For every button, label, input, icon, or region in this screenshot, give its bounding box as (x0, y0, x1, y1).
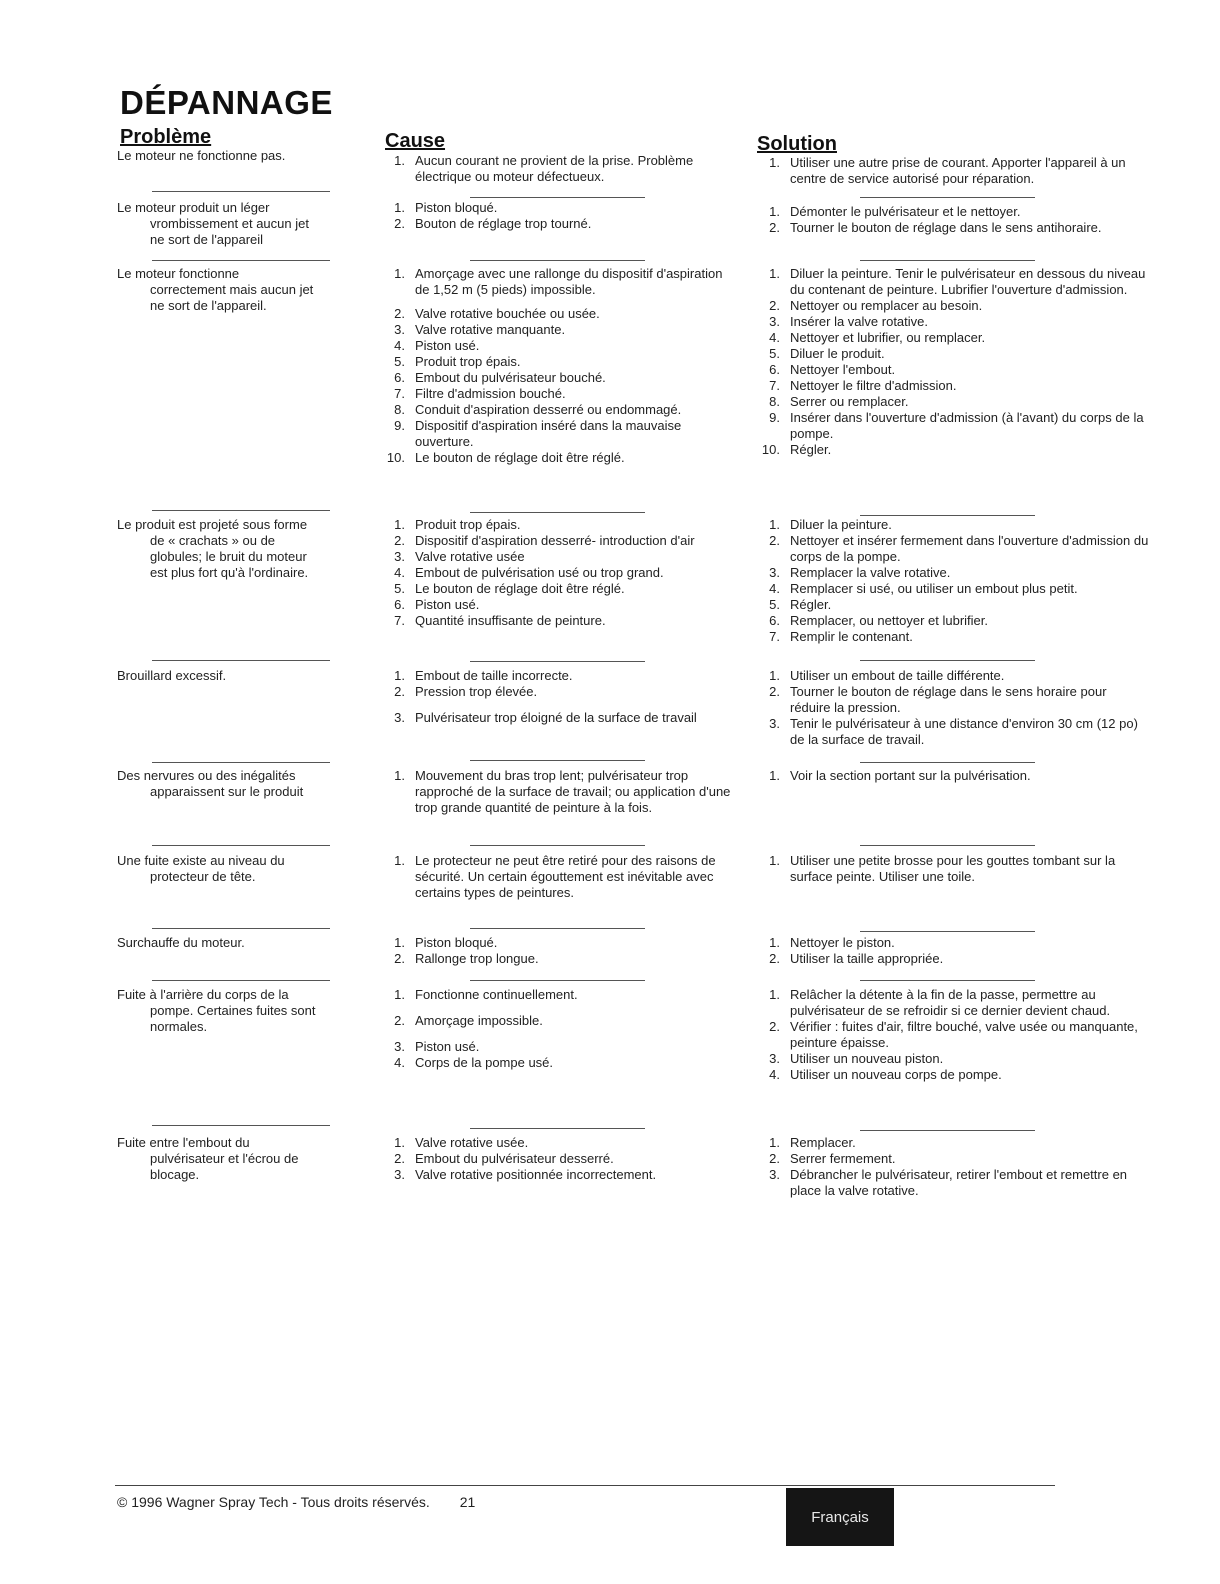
solution-list-item (760, 266, 1150, 298)
item-number: 7. (394, 613, 405, 628)
item-text: Fonctionne continuellement. (415, 987, 578, 1002)
solution-list (760, 987, 1150, 1083)
cause-list (385, 200, 735, 232)
solution-list-item (760, 581, 1150, 597)
item-text: Filtre d'admission bouché. (415, 386, 566, 401)
row-separator (860, 260, 1035, 261)
item-text: Embout de pulvérisation usé ou trop grand. (415, 565, 664, 580)
row-separator (152, 1125, 330, 1126)
row-separator (470, 197, 645, 198)
cause-list-item (385, 935, 735, 951)
row-separator (470, 1128, 645, 1129)
cause-list-item (385, 533, 735, 549)
cause-list-item (385, 581, 735, 597)
item-text: Insérer dans l'ouverture d'admission (à l'avant) du corps de la pompe. (790, 410, 1144, 441)
item-number: 3. (394, 1167, 405, 1182)
solution-list-item (760, 1019, 1150, 1051)
item-text: Conduit d'aspiration desserré ou endommagé. (415, 402, 682, 417)
footer-rule (115, 1485, 1055, 1486)
cause-list-item (385, 418, 735, 450)
item-number: 5. (394, 581, 405, 596)
footer (117, 1494, 475, 1510)
item-text: Embout du pulvérisateur bouché. (415, 370, 606, 385)
item-number: 5. (769, 597, 780, 612)
item-number: 7. (769, 629, 780, 644)
cause-list-item (385, 668, 735, 684)
solution-list-item (760, 684, 1150, 716)
item-text: Remplacer, ou nettoyer et lubrifier. (790, 613, 988, 628)
problem-line: est plus fort qu'à l'ordinaire. (150, 565, 309, 580)
item-number: 3. (394, 1039, 405, 1054)
item-number: 1. (769, 1135, 780, 1150)
item-text: Régler. (790, 597, 832, 612)
row-separator (470, 760, 645, 761)
item-number: 2. (769, 684, 780, 699)
item-text: Amorçage avec une rallonge du dispositif d'aspiration de 1,52 m (5 pieds) impossible. (415, 266, 723, 297)
item-number: 2. (769, 1151, 780, 1166)
problem-line: ne sort de l'appareil (150, 232, 264, 247)
problem-line: pompe. Certaines fuites sont (150, 1003, 316, 1018)
item-number: 1. (769, 853, 780, 868)
solution-list-item (760, 533, 1150, 565)
item-text: Tourner le bouton de réglage dans le sens antihoraire. (790, 220, 1102, 235)
solution-list-item (760, 768, 1150, 784)
item-number: 3. (769, 314, 780, 329)
cause-list-item (385, 549, 735, 565)
page-number: 21 (459, 1494, 476, 1510)
problem-line: Fuite entre l'embout du (117, 1135, 250, 1150)
item-text: Piston bloqué. (415, 935, 498, 950)
solution-list-item (760, 565, 1150, 581)
cause-list-item (385, 1167, 735, 1183)
cause-list-item (385, 153, 735, 185)
cause-list-item (385, 1135, 735, 1151)
problem-text (117, 768, 357, 800)
item-number: 6. (394, 370, 405, 385)
cause-list-item (385, 386, 735, 402)
item-text: Mouvement du bras trop lent; pulvérisateur trop rapproché de la surface de travail; ou application d'une trop grande quantité de peinture à la fois. (415, 768, 731, 815)
item-text: Utiliser un nouveau piston. (790, 1051, 944, 1066)
solution-list-item (760, 951, 1150, 967)
item-number: 6. (394, 597, 405, 612)
item-text: Débrancher le pulvérisateur, retirer l'embout et remettre en place la valve rotative. (790, 1167, 1128, 1198)
item-number: 2. (394, 533, 405, 548)
row-separator (470, 845, 645, 846)
problem-line: vrombissement et aucun jet (150, 216, 309, 231)
item-text: Serrer ou remplacer. (790, 394, 909, 409)
item-text: Utiliser un embout de taille différente. (790, 668, 1005, 683)
problem-text (117, 517, 357, 581)
item-number: 2. (769, 951, 780, 966)
cause-list-item (385, 338, 735, 354)
item-number: 7. (769, 378, 780, 393)
solution-list-item (760, 1135, 1150, 1151)
item-text: Vérifier : fuites d'air, filtre bouché, valve usée ou manquante, peinture épaisse. (790, 1019, 1138, 1050)
item-text: Le bouton de réglage doit être réglé. (415, 450, 625, 465)
item-number: 8. (769, 394, 780, 409)
solution-list (760, 155, 1150, 187)
cause-list-item (385, 613, 735, 629)
item-text: Tenir le pulvérisateur à une distance d'environ 30 cm (12 po) de la surface de travail. (790, 716, 1138, 747)
item-text: Produit trop épais. (415, 517, 521, 532)
header-problem: Problème (120, 126, 212, 148)
solution-list-item (760, 442, 1150, 458)
item-text: Valve rotative positionnée incorrectement. (415, 1167, 657, 1182)
solution-list-item (760, 410, 1150, 442)
item-number: 2. (769, 298, 780, 313)
problem-line: Le moteur ne fonctionne pas. (117, 148, 286, 163)
cause-list-item (385, 200, 735, 216)
item-number: 1. (394, 200, 405, 215)
cause-list-item (385, 1151, 735, 1167)
solution-list-item (760, 362, 1150, 378)
item-number: 3. (394, 710, 405, 725)
cause-list-item (385, 517, 735, 533)
cause-list (385, 153, 735, 185)
problem-line: apparaissent sur le produit (150, 784, 304, 799)
solution-list-item (760, 1051, 1150, 1067)
item-number: 1. (769, 987, 780, 1002)
header-solution: Solution (757, 133, 837, 155)
solution-list-item (760, 378, 1150, 394)
solution-list-item (760, 1167, 1150, 1199)
cause-list-item (385, 1039, 735, 1055)
item-number: 1. (394, 853, 405, 868)
item-number: 8. (394, 402, 405, 417)
item-number: 1. (394, 987, 405, 1002)
item-number: 3. (769, 1167, 780, 1182)
item-text: Corps de la pompe usé. (415, 1055, 554, 1070)
item-text: Nettoyer ou remplacer au besoin. (790, 298, 983, 313)
cause-list-item (385, 402, 735, 418)
solution-list-item (760, 935, 1150, 951)
cause-list-item (385, 450, 735, 466)
cause-list-item (385, 710, 735, 726)
row-separator (860, 515, 1035, 516)
row-separator (860, 197, 1035, 198)
item-text: Remplacer si usé, ou utiliser un embout plus petit. (790, 581, 1078, 596)
solution-list (760, 935, 1150, 967)
solution-list-item (760, 517, 1150, 533)
item-number: 5. (769, 346, 780, 361)
solution-list (760, 668, 1150, 748)
cause-list (385, 768, 735, 816)
problem-line: normales. (150, 1019, 208, 1034)
item-number: 10. (761, 442, 780, 457)
item-text: Utiliser la taille appropriée. (790, 951, 944, 966)
solution-list-item (760, 629, 1150, 645)
item-text: Utiliser une petite brosse pour les gouttes tombant sur la surface peinte. Utiliser une toile. (790, 853, 1116, 884)
row-separator (152, 510, 330, 511)
item-number: 1. (769, 266, 780, 281)
item-number: 2. (394, 1013, 405, 1028)
solution-list (760, 517, 1150, 645)
item-text: Nettoyer l'embout. (790, 362, 896, 377)
cause-list-item (385, 322, 735, 338)
item-number: 2. (769, 533, 780, 548)
item-text: Valve rotative manquante. (415, 322, 566, 337)
item-number: 2. (769, 220, 780, 235)
item-number: 4. (394, 1055, 405, 1070)
solution-list-item (760, 346, 1150, 362)
problem-line: Le produit est projeté sous forme (117, 517, 308, 532)
problem-text (117, 935, 357, 951)
row-separator (470, 512, 645, 513)
row-separator (860, 980, 1035, 981)
item-number: 9. (769, 410, 780, 425)
solution-list-item (760, 394, 1150, 410)
item-number: 10. (386, 450, 405, 465)
problem-text (117, 853, 357, 885)
solution-list-item (760, 298, 1150, 314)
item-text: Diluer la peinture. Tenir le pulvérisateur en dessous du niveau du contenant de peinture. Lubrifier l'ouverture d'admission. (790, 266, 1146, 297)
problem-text (117, 200, 357, 248)
item-number: 1. (394, 517, 405, 532)
cause-list (385, 1135, 735, 1183)
problem-line: Le moteur produit un léger (117, 200, 270, 215)
item-text: Nettoyer le filtre d'admission. (790, 378, 957, 393)
problem-line: de « crachats » ou de (150, 533, 276, 548)
item-number: 5. (394, 354, 405, 369)
row-separator (152, 928, 330, 929)
solution-list-item (760, 155, 1150, 187)
problem-line: pulvérisateur et l'écrou de (150, 1151, 299, 1166)
problem-line: correctement mais aucun jet (150, 282, 314, 297)
problem-line: ne sort de l'appareil. (150, 298, 267, 313)
row-separator (470, 661, 645, 662)
item-text: Pression trop élevée. (415, 684, 538, 699)
solution-list-item (760, 716, 1150, 748)
cause-list-item (385, 1055, 735, 1071)
item-number: 1. (769, 668, 780, 683)
item-number: 2. (769, 1019, 780, 1034)
problem-line: Fuite à l'arrière du corps de la (117, 987, 289, 1002)
row-separator (152, 762, 330, 763)
item-text: Serrer fermement. (790, 1151, 896, 1166)
cause-list-item (385, 370, 735, 386)
item-text: Tourner le bouton de réglage dans le sens horaire pour réduire la pression. (790, 684, 1107, 715)
item-text: Valve rotative usée. (415, 1135, 529, 1150)
solution-list-item (760, 314, 1150, 330)
row-separator (152, 191, 330, 192)
solution-list-item (760, 330, 1150, 346)
item-text: Aucun courant ne provient de la prise. Problème électrique ou moteur défectueux. (415, 153, 694, 184)
solution-list (760, 266, 1150, 458)
cause-list-item (385, 597, 735, 613)
solution-list-item (760, 987, 1150, 1019)
cause-list-item (385, 1013, 735, 1029)
item-text: Le bouton de réglage doit être réglé. (415, 581, 625, 596)
row-separator (470, 980, 645, 981)
item-text: Voir la section portant sur la pulvérisation. (790, 768, 1031, 783)
problem-text (117, 266, 357, 314)
problem-line: Brouillard excessif. (117, 668, 227, 683)
item-text: Quantité insuffisante de peinture. (415, 613, 606, 628)
solution-list-item (760, 220, 1150, 236)
item-number: 2. (394, 216, 405, 231)
cause-list-item (385, 853, 735, 901)
item-number: 3. (394, 549, 405, 564)
item-number: 1. (394, 1135, 405, 1150)
item-text: Diluer le produit. (790, 346, 885, 361)
item-number: 7. (394, 386, 405, 401)
solution-list-item (760, 1067, 1150, 1083)
item-number: 4. (394, 565, 405, 580)
item-text: Produit trop épais. (415, 354, 521, 369)
cause-list-item (385, 987, 735, 1003)
item-text: Le protecteur ne peut être retiré pour des raisons de sécurité. Un certain égouttement est inévitable avec certains types de peintures. (415, 853, 716, 900)
item-text: Piston usé. (415, 338, 480, 353)
solution-list-item (760, 613, 1150, 629)
row-separator (152, 980, 330, 981)
item-text: Utiliser un nouveau corps de pompe. (790, 1067, 1002, 1082)
header-cause: Cause (385, 130, 446, 152)
problem-text (117, 668, 357, 684)
problem-line: protecteur de tête. (150, 869, 256, 884)
row-separator (860, 762, 1035, 763)
item-number: 1. (769, 517, 780, 532)
item-number: 4. (769, 330, 780, 345)
item-text: Utiliser une autre prise de courant. Apporter l'appareil à un centre de service autorisé pour réparation. (790, 155, 1126, 186)
page-title: DÉPANNAGE (120, 84, 333, 121)
cause-list-item (385, 216, 735, 232)
solution-list (760, 204, 1150, 236)
row-separator (470, 260, 645, 261)
cause-list-item (385, 266, 735, 298)
solution-list-item (760, 597, 1150, 613)
cause-list (385, 668, 735, 726)
item-number: 2. (394, 684, 405, 699)
solution-list-item (760, 668, 1150, 684)
item-number: 6. (769, 613, 780, 628)
problem-line: Surchauffe du moteur. (117, 935, 245, 950)
item-text: Piston bloqué. (415, 200, 498, 215)
item-text: Insérer la valve rotative. (790, 314, 929, 329)
item-text: Amorçage impossible. (415, 1013, 543, 1028)
solution-list-item (760, 853, 1150, 885)
row-separator (860, 931, 1035, 932)
solution-list (760, 853, 1150, 885)
cause-list (385, 266, 735, 466)
row-separator (152, 260, 330, 261)
item-number: 1. (394, 935, 405, 950)
item-number: 4. (769, 581, 780, 596)
item-text: Démonter le pulvérisateur et le nettoyer. (790, 204, 1021, 219)
item-text: Nettoyer et insérer fermement dans l'ouverture d'admission du corps de la pompe. (790, 533, 1149, 564)
item-number: 1. (394, 668, 405, 683)
row-separator (860, 660, 1035, 661)
item-text: Dispositif d'aspiration inséré dans la mauvaise ouverture. (415, 418, 682, 449)
item-number: 2. (394, 951, 405, 966)
item-number: 1. (769, 204, 780, 219)
item-number: 3. (769, 716, 780, 731)
item-text: Bouton de réglage trop tourné. (415, 216, 592, 231)
item-number: 2. (394, 1151, 405, 1166)
item-text: Relâcher la détente à la fin de la passe, permettre au pulvérisateur de se refroidir si ce dernier devient chaud. (790, 987, 1111, 1018)
row-separator (152, 660, 330, 661)
item-text: Pulvérisateur trop éloigné de la surface de travail (415, 710, 697, 725)
item-number: 4. (769, 1067, 780, 1082)
problem-line: Des nervures ou des inégalités (117, 768, 296, 783)
language-tab: Français (786, 1488, 894, 1546)
item-text: Embout du pulvérisateur desserré. (415, 1151, 614, 1166)
item-text: Régler. (790, 442, 832, 457)
solution-list (760, 1135, 1150, 1199)
item-text: Remplacer la valve rotative. (790, 565, 951, 580)
problem-line: globules; le bruit du moteur (150, 549, 307, 564)
row-separator (470, 928, 645, 929)
item-text: Remplacer. (790, 1135, 856, 1150)
solution-list-item (760, 204, 1150, 220)
item-text: Nettoyer et lubrifier, ou remplacer. (790, 330, 986, 345)
row-separator (860, 845, 1035, 846)
item-text: Diluer la peinture. (790, 517, 892, 532)
cause-list-item (385, 306, 735, 322)
item-number: 3. (394, 322, 405, 337)
copyright-text: © 1996 Wagner Spray Tech - Tous droits réservés. (117, 1494, 430, 1510)
item-number: 1. (769, 155, 780, 170)
solution-list (760, 768, 1150, 784)
item-text: Valve rotative usée (415, 549, 525, 564)
item-text: Piston usé. (415, 1039, 480, 1054)
item-number: 1. (769, 768, 780, 783)
item-number: 1. (394, 266, 405, 281)
item-number: 1. (769, 935, 780, 950)
item-text: Valve rotative bouchée ou usée. (415, 306, 600, 321)
problem-line: blocage. (150, 1167, 200, 1182)
cause-list-item (385, 565, 735, 581)
problem-line: Le moteur fonctionne (117, 266, 240, 281)
item-text: Dispositif d'aspiration desserré- introduction d'air (415, 533, 695, 548)
item-text: Piston usé. (415, 597, 480, 612)
item-text: Nettoyer le piston. (790, 935, 895, 950)
item-number: 1. (394, 153, 405, 168)
cause-list-item (385, 951, 735, 967)
cause-list (385, 935, 735, 967)
item-number: 9. (394, 418, 405, 433)
cause-list-item (385, 684, 735, 700)
problem-line: Une fuite existe au niveau du (117, 853, 285, 868)
item-number: 1. (394, 768, 405, 783)
problem-text (117, 148, 357, 164)
item-number: 3. (769, 1051, 780, 1066)
cause-list-item (385, 354, 735, 370)
problem-text (117, 987, 357, 1035)
item-number: 6. (769, 362, 780, 377)
row-separator (152, 845, 330, 846)
item-text: Embout de taille incorrecte. (415, 668, 573, 683)
cause-list (385, 517, 735, 629)
item-number: 3. (769, 565, 780, 580)
solution-list-item (760, 1151, 1150, 1167)
cause-list-item (385, 768, 735, 816)
row-separator (860, 1130, 1035, 1131)
item-text: Remplir le contenant. (790, 629, 913, 644)
cause-list (385, 853, 735, 901)
item-number: 4. (394, 338, 405, 353)
cause-list (385, 987, 735, 1071)
item-text: Rallonge trop longue. (415, 951, 539, 966)
problem-text (117, 1135, 357, 1183)
item-number: 2. (394, 306, 405, 321)
